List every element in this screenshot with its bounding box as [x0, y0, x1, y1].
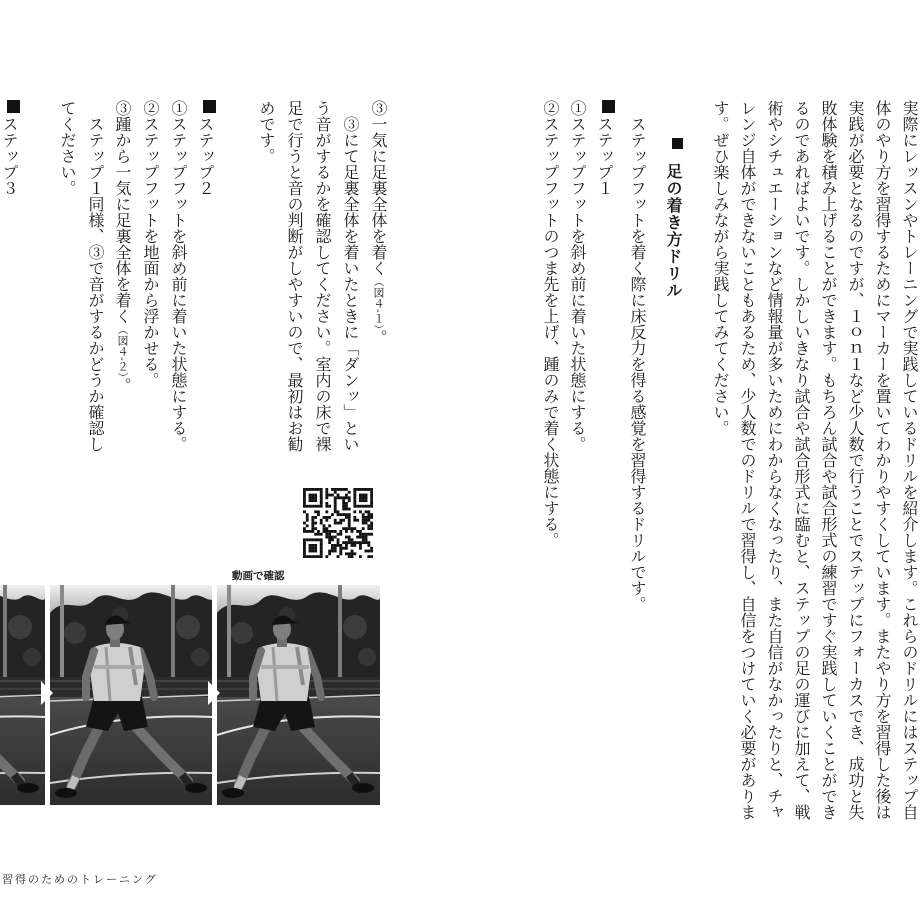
- intro-line-2: 体のやり方を習得するためにマーカーを置いてわかりやすくしています。またやり方を習得した後は: [873, 100, 892, 820]
- step3-heading: [0, 100, 20, 250]
- running-footer: 習得のためのトレーニング: [2, 873, 158, 886]
- intro-line-3: 実践が必要となるのですが、１ｏｎ１など少人数で行うことでステップにフォーカスでき、成功と失: [846, 100, 865, 820]
- square-bullet-icon: [672, 138, 683, 149]
- step1-item-3: [368, 100, 388, 480]
- video-label: 動画で確認: [232, 570, 285, 582]
- qr-code: [303, 488, 373, 558]
- intro-line-4: 敗体験を積み上げることができます。もちろん試合や試合形式の練習ですぐ実践していくことができ: [819, 100, 838, 820]
- figure-reference: （図４-２）: [116, 324, 129, 378]
- square-bullet-icon: [7, 100, 20, 113]
- figure-reference: （図４-１）: [372, 276, 385, 330]
- photo-panel-2: [50, 585, 213, 805]
- drill-intro: ステップフットを着く際に床反力を得る感覚を習得するドリルです。: [628, 116, 647, 612]
- step1-item-3-text: ③一気に足裏全体を着く: [369, 100, 388, 276]
- photo-panel-1: [0, 585, 45, 805]
- drill-heading: [663, 138, 683, 338]
- intro-line-1: 実際にレッスンやトレーニングで実践しているドリルを紹介します。これらのドリルにはステップ自: [900, 100, 919, 820]
- step-sequence-photo: [0, 585, 380, 805]
- sentence-end: 。: [369, 329, 388, 346]
- step2-note-line-1: ステップ１同様、③で音がするかどうか確認し: [86, 116, 105, 452]
- step2-heading-text: ステップ２: [196, 116, 215, 196]
- photo-panel-3: [217, 585, 380, 805]
- sentence-end: 。: [113, 377, 132, 394]
- step2-item-3-text: ③踵から一気に足裏全体を着く: [113, 100, 132, 324]
- intro-line-6: 術やシチュエーションなど情報量が多いためにわからなくなったり、また自信がなかったりと、チャ: [765, 100, 784, 820]
- step1-note-line-1: ③にて足裏全体を着いたときに「ダンッ」とい: [341, 116, 360, 452]
- step2-item-2: ②ステップフットを地面から浮かせる。: [141, 100, 160, 388]
- step1-item-2: ②ステップフットのつま先を上げ、踵のみで着く状態にする。: [541, 100, 560, 548]
- step2-item-3: [112, 100, 132, 480]
- step1-note-line-3: 足で行うと音の判断がしやすいので、最初はお勧: [285, 100, 304, 452]
- intro-line-7: レンジ自体ができないこともあるため、少人数でのドリルで習得し、自信をつけていく必要がありま: [738, 100, 757, 820]
- step2-note-line-2: てください。: [58, 100, 77, 196]
- drill-heading-text: 足の着き方ドリル: [664, 163, 683, 299]
- step2-item-1: ①ステップフットを斜め前に着いた状態にする。: [169, 100, 188, 452]
- intro-line-8: す。ぜひ楽しみながら実践してみてください。: [711, 100, 730, 436]
- intro-line-5: るのであればよいです。しかしいきなり試合や試合形式に臨むと、ステップの足の運びに加えて、戦: [792, 100, 811, 820]
- step1-heading-text: ステップ１: [595, 116, 614, 196]
- step3-heading-text: ステップ３: [0, 116, 19, 196]
- step1-heading: [595, 100, 615, 250]
- step1-note-line-4: めです。: [257, 100, 276, 164]
- step1-note-line-2: う音がするかを確認してください。室内の床で裸: [313, 100, 332, 452]
- square-bullet-icon: [602, 100, 615, 113]
- step2-heading: [196, 100, 216, 250]
- step1-item-1: ①ステップフットを斜め前に着いた状態にする。: [568, 100, 587, 452]
- square-bullet-icon: [203, 100, 216, 113]
